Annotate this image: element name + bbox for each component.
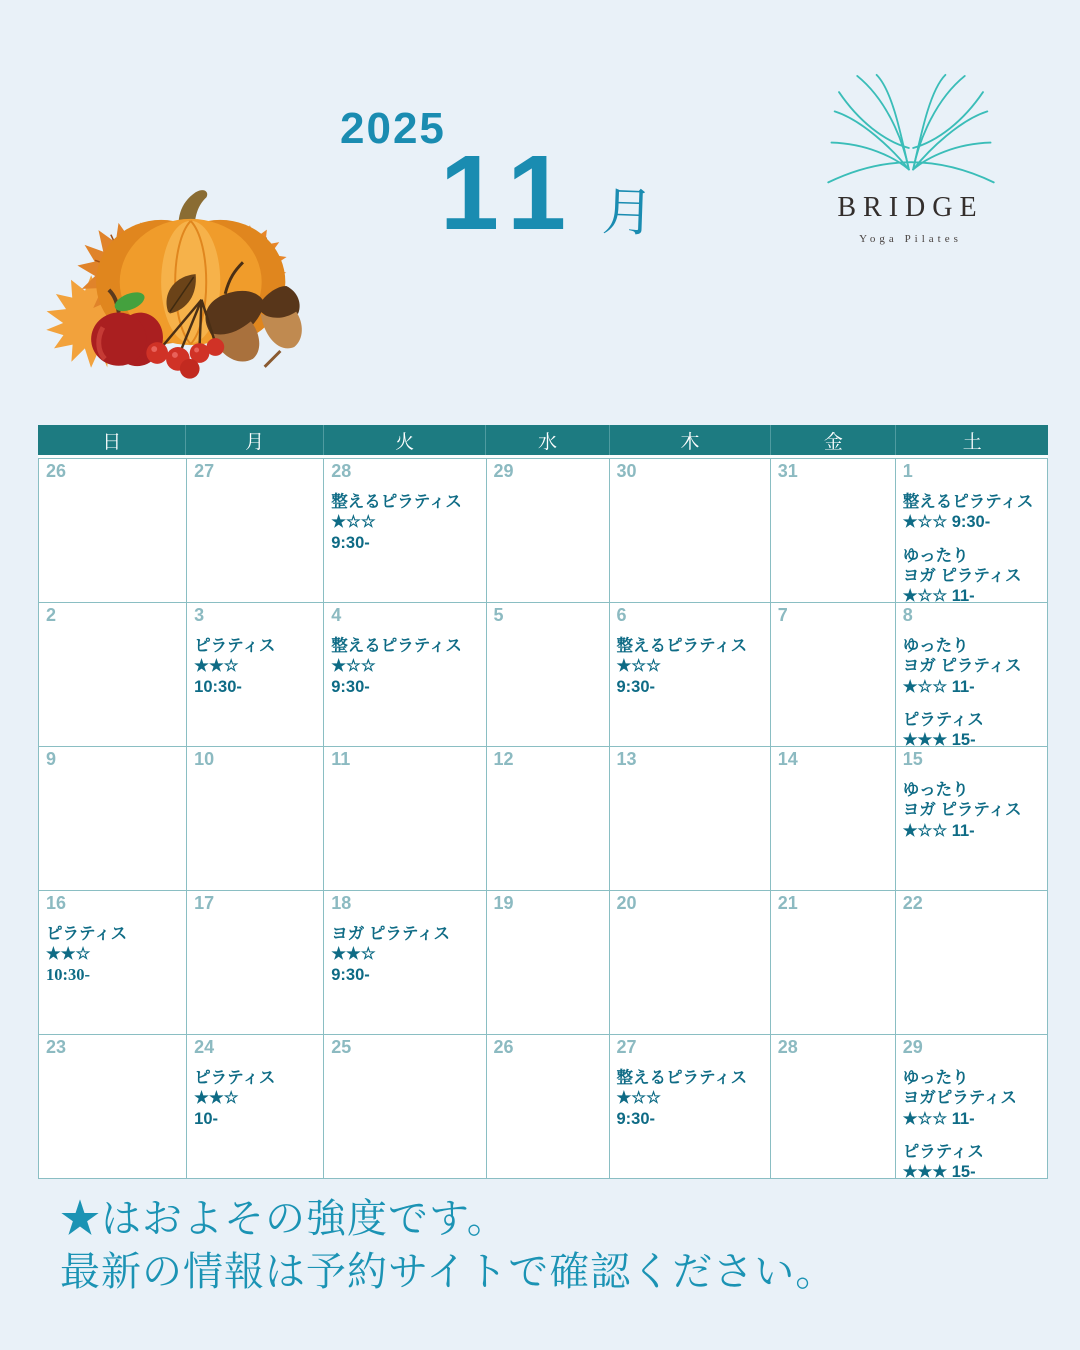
date-number: 5 xyxy=(493,605,504,625)
footer-note-line1: ★はおよその強度です。 xyxy=(60,1196,508,1241)
calendar-cell xyxy=(771,1035,896,1178)
calendar-day-header-row xyxy=(38,425,1048,458)
calendar-cell xyxy=(39,1035,187,1178)
calendar-week-row xyxy=(39,1035,1047,1178)
class-event xyxy=(903,1068,1045,1129)
calendar-cell xyxy=(39,603,187,746)
calendar-cell xyxy=(610,603,771,746)
date-number: 18 xyxy=(331,893,352,913)
class-event xyxy=(903,636,1045,697)
event-line: ★☆☆ 11- xyxy=(902,821,975,840)
calendar-cell xyxy=(610,891,771,1034)
calendar-cell xyxy=(324,891,486,1034)
calendar-week-row xyxy=(39,747,1047,891)
date-number: 20 xyxy=(616,893,637,913)
event-line: 整えるピラティス xyxy=(616,636,748,655)
event-line: ★★☆ xyxy=(331,945,376,964)
autumn-illustration xyxy=(32,183,308,386)
event-time: 10:30- xyxy=(46,964,90,984)
class-event xyxy=(194,1068,321,1129)
event-line: ★★★ 15- xyxy=(902,731,976,746)
date-number: 25 xyxy=(331,1037,352,1057)
date-number: 31 xyxy=(777,461,798,481)
calendar-cell xyxy=(896,891,1047,1034)
calendar-cell xyxy=(487,603,610,746)
calendar-week-row xyxy=(39,603,1047,747)
class-event xyxy=(903,492,1045,533)
date-number: 29 xyxy=(902,1037,923,1057)
event-line: ★★☆ xyxy=(194,1089,239,1108)
calendar-week-row xyxy=(39,891,1047,1035)
calendar-cell xyxy=(896,1035,1047,1178)
event-line: ★★☆ xyxy=(46,945,91,964)
calendar-cell xyxy=(610,1035,771,1178)
date-number: 27 xyxy=(194,461,215,481)
event-line: ★☆☆ xyxy=(616,1089,661,1108)
date-number: 29 xyxy=(493,461,514,481)
date-number: 19 xyxy=(493,893,514,913)
calendar-cell xyxy=(771,603,896,746)
calendar-cell xyxy=(187,747,324,890)
event-line: 9:30- xyxy=(616,1109,656,1128)
calendar-cell xyxy=(187,459,324,602)
class-event xyxy=(331,924,483,985)
date-number: 6 xyxy=(616,605,627,625)
date-number: 27 xyxy=(616,1037,637,1057)
event-line: ★☆☆ 9:30- xyxy=(902,513,991,532)
date-number: 16 xyxy=(46,893,67,913)
year-title: 2025 xyxy=(340,104,446,153)
event-line: ゆったり xyxy=(902,780,969,799)
class-event xyxy=(617,636,768,697)
event-line: ヨガ ピラティス xyxy=(331,924,451,943)
calendar-cell xyxy=(487,1035,610,1178)
date-number: 7 xyxy=(777,605,788,625)
event-line: ゆったり xyxy=(902,546,969,565)
class-event xyxy=(903,710,1045,746)
event-line: 整えるピラティス xyxy=(331,636,462,655)
day-header: 土 xyxy=(962,431,982,453)
event-line: ゆったり xyxy=(902,1068,969,1087)
date-number: 28 xyxy=(331,461,352,481)
event-line: 整えるピラティス xyxy=(331,492,462,511)
month-number: 11 xyxy=(440,134,581,252)
calendar-cell xyxy=(771,891,896,1034)
event-line: ヨガ ピラティス xyxy=(902,801,1022,820)
logo-subtitle: Yoga Pilates xyxy=(859,233,962,245)
logo-name: BRIDGE xyxy=(837,192,984,223)
calendar-cell xyxy=(187,891,324,1034)
event-line: ★☆☆ xyxy=(616,657,661,676)
date-number: 10 xyxy=(194,749,215,769)
event-line: ★☆☆ 11- xyxy=(902,587,975,602)
event-line: ★☆☆ 11- xyxy=(902,677,975,696)
event-line: ヨガ ピラティス xyxy=(902,657,1022,676)
date-number: 28 xyxy=(777,1037,798,1057)
event-line: ★★★ 15- xyxy=(902,1163,976,1178)
date-number: 26 xyxy=(46,461,67,481)
calendar-cell xyxy=(39,459,187,602)
calendar-cell xyxy=(771,747,896,890)
event-line: ゆったり xyxy=(902,636,969,655)
event-line: 整えるピラティス xyxy=(616,1068,748,1087)
date-number: 23 xyxy=(46,1037,67,1057)
month-suffix: 月 xyxy=(600,183,655,243)
class-event xyxy=(903,546,1045,603)
event-line: 9:30- xyxy=(331,677,370,696)
date-number: 13 xyxy=(616,749,637,769)
calendar-cell xyxy=(896,747,1047,890)
class-event xyxy=(46,924,184,985)
event-line: ピラティス xyxy=(194,1068,276,1087)
date-number: 8 xyxy=(902,605,913,625)
date-number: 11 xyxy=(331,749,351,769)
date-number: 12 xyxy=(493,749,514,769)
calendar-cell xyxy=(187,1035,324,1178)
calendar-body xyxy=(38,458,1048,1179)
calendar-cell xyxy=(487,891,610,1034)
event-line: ★★☆ xyxy=(194,657,239,676)
date-number: 1 xyxy=(902,461,913,481)
date-number: 26 xyxy=(493,1037,514,1057)
date-number: 4 xyxy=(331,605,342,625)
studio-logo xyxy=(818,70,1003,245)
class-event xyxy=(903,1142,1045,1178)
event-line: ピラティス xyxy=(902,710,984,729)
calendar xyxy=(38,425,1048,1179)
date-number: 22 xyxy=(902,893,923,913)
event-line: ピラティス xyxy=(194,636,276,655)
date-number: 30 xyxy=(616,461,637,481)
event-line: 10- xyxy=(194,1109,219,1128)
date-number: 24 xyxy=(194,1037,215,1057)
date-number: 2 xyxy=(46,605,57,625)
calendar-cell xyxy=(896,603,1047,746)
calendar-cell xyxy=(324,459,486,602)
calendar-cell xyxy=(771,459,896,602)
date-number: 3 xyxy=(194,605,205,625)
footer-note-line2: 最新の情報は予約サイトで確認ください。 xyxy=(60,1249,837,1295)
bridge-lines-icon xyxy=(825,70,997,198)
date-number: 21 xyxy=(777,893,798,913)
calendar-cell xyxy=(487,459,610,602)
calendar-cell xyxy=(324,1035,486,1178)
event-line: 10:30- xyxy=(194,677,242,696)
event-line: ★☆☆ xyxy=(331,513,376,532)
calendar-week-row xyxy=(39,459,1047,603)
event-line: 9:30- xyxy=(616,677,656,696)
calendar-cell xyxy=(896,459,1047,602)
calendar-cell xyxy=(610,459,771,602)
calendar-cell xyxy=(39,891,187,1034)
footer-note xyxy=(60,1192,836,1298)
event-line: 9:30- xyxy=(331,533,370,552)
calendar-cell xyxy=(39,747,187,890)
event-line: 整えるピラティス xyxy=(902,492,1034,511)
date-number: 14 xyxy=(777,749,798,769)
day-header: 日 xyxy=(38,425,186,455)
day-header: 金 xyxy=(771,425,896,455)
calendar-cell xyxy=(487,747,610,890)
event-line: ピラティス xyxy=(902,1142,984,1161)
event-line: 9:30- xyxy=(331,965,370,984)
class-event xyxy=(331,636,483,697)
class-event xyxy=(331,492,483,553)
event-line: ピラティス xyxy=(46,924,128,943)
day-header: 火 xyxy=(324,425,487,455)
event-line: ★☆☆ 11- xyxy=(902,1109,975,1128)
date-number: 17 xyxy=(194,893,215,913)
day-header: 月 xyxy=(186,425,323,455)
event-line: ★☆☆ xyxy=(331,657,376,676)
class-event xyxy=(194,636,321,697)
date-number: 9 xyxy=(46,749,57,769)
calendar-cell xyxy=(324,747,486,890)
calendar-cell xyxy=(324,603,486,746)
calendar-cell xyxy=(187,603,324,746)
date-number: 15 xyxy=(902,749,923,769)
event-line: ヨガ ピラティス xyxy=(902,566,1022,585)
class-event xyxy=(617,1068,768,1129)
day-header: 水 xyxy=(486,425,609,455)
event-line: ヨガピラティス xyxy=(902,1089,1017,1108)
class-event xyxy=(903,780,1045,841)
day-header: 木 xyxy=(610,425,772,455)
calendar-cell xyxy=(610,747,771,890)
